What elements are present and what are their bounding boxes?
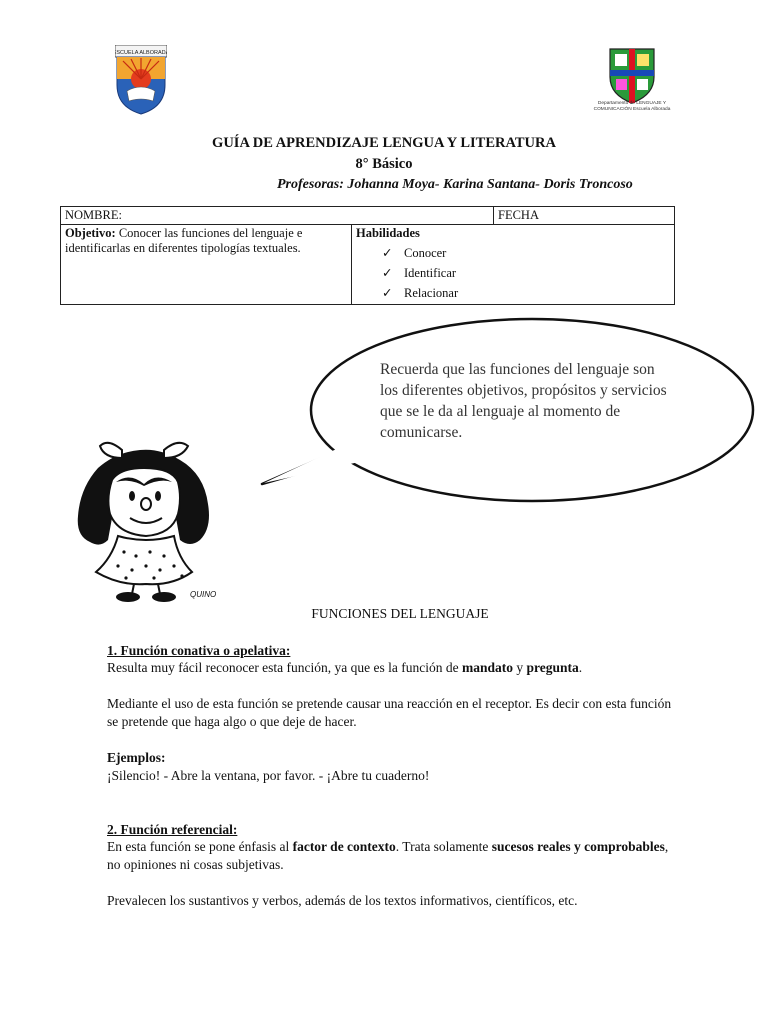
section1-paragraph2: Mediante el uso de esta función se pretende causar una reacción en el receptor. Es decir con esta función se pretende que haga algo o que deje de hacer.	[107, 696, 672, 729]
guide-title: GUÍA DE APRENDIZAJE LENGUA Y LITERATURA	[212, 135, 556, 151]
school-logo	[115, 45, 167, 115]
section2-paragraph2: Prevalecen los sustantivos y verbos, además de los textos informativos, científicos, etc.	[107, 893, 578, 908]
student-info-table	[60, 206, 675, 305]
section1-paragraph1: Resulta muy fácil reconocer esta función, ya que es la función de mandato y pregunta.	[107, 660, 583, 675]
teachers-line: Profesoras: Johanna Moya- Karina Santana- Doris Troncoso	[277, 177, 633, 192]
skills-cell	[352, 225, 675, 305]
section1-heading: 1. Función conativa o apelativa:	[107, 643, 291, 658]
check-icon: ✓	[382, 286, 393, 300]
objective-cell	[61, 225, 352, 305]
svg-text:ESCUELA ALBORADA: ESCUELA ALBORADA	[115, 50, 167, 56]
department-logo-text: Departamento de LENGUAJE Y COMUNICACIÓN Escuela Alborada	[593, 101, 671, 112]
skill-item: ✓ Identificar	[382, 263, 670, 283]
date-field[interactable]	[494, 207, 675, 225]
check-icon: ✓	[382, 246, 393, 260]
name-label: NOMBRE:	[65, 208, 122, 222]
objective-text: Conocer las funciones del lenguaje e identificarlas en diferentes tipologías textuales.	[65, 226, 303, 255]
grade-label: 8° Básico	[355, 156, 413, 172]
examples-label: Ejemplos:	[107, 750, 166, 765]
objective-label: Objetivo:	[65, 226, 116, 240]
department-logo	[593, 45, 671, 117]
section2-heading: 2. Función referencial:	[107, 822, 238, 837]
skills-list	[356, 243, 670, 303]
section2-paragraph1: En esta función se pone énfasis al factor de contexto. Trata solamente sucesos reales y comprobables, no opiniones ni cosas subjetivas.	[107, 839, 669, 872]
date-label: FECHA	[498, 208, 539, 222]
skills-label: Habilidades	[356, 226, 420, 240]
examples-text: ¡Silencio! - Abre la ventana, por favor. - ¡Abre tu cuaderno!	[107, 768, 430, 783]
section-title: FUNCIONES DEL LENGUAJE	[311, 606, 489, 621]
artist-signature: QUINO	[190, 590, 217, 599]
skill-item: ✓ Relacionar	[382, 283, 670, 303]
bubble-text: Recuerda que las funciones del lenguaje son los diferentes objetivos, propósitos y servicios que se le da al lenguaje al momento de comunicarse.	[380, 361, 667, 441]
skill-item: ✓ Conocer	[382, 243, 670, 263]
mafalda-illustration	[60, 438, 230, 608]
check-icon: ✓	[382, 266, 393, 280]
name-field[interactable]	[61, 207, 494, 225]
